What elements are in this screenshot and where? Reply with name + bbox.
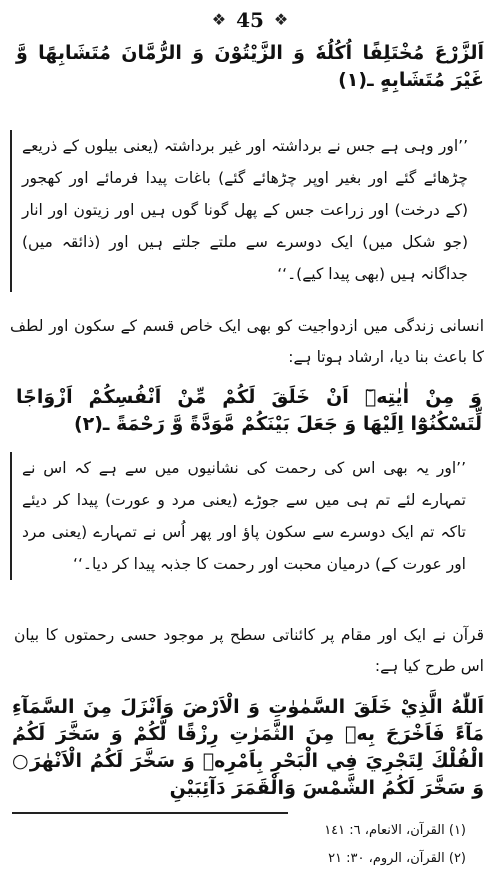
paragraph-2: قرآن نے ایک اور مقام پر کائناتی سطح پر موجود حسی رحمتوں کا بیان اس طرح کیا ہے:: [14, 626, 484, 676]
translation-1: ’’اور وہی ہے جس نے برداشتہ اور غیر برداشتہ (یعنی بیلوں کے ذریعے چڑھائے گئے اور بغیر اوپر چڑھائے گئے) باغات پیدا فرمائے اور کھجور (کے درخت) اور زراعت جس کے پھل گونا گوں ہیں اور زیتون اور انار (جو شکل میں) ایک دوسرے سے ملتے جلتے ہیں اور (ذائقہ میں) جداگانہ ہیں (بھی پیدا کیے)۔‘‘: [22, 137, 468, 283]
quran-verse-1: اَلزَّرْعَ مُخْتَلِفًا اُكُلُهٗ وَ الزَّيْتُوْنَ وَ الرُّمَّانَ مُتَشَابِهًا وَّ غَيْرَ مُتَشَابِهٍ ـ(١): [16, 42, 484, 91]
quran-verse-3: اَللّٰهُ الَّذِيْ خَلَقَ السَّمٰوٰتِ وَ الْاَرْضَ وَاَنْزَلَ مِنَ السَّمَآءِ مَآءً فَاَخْرَجَ بِهٖ مِنَ الثَّمَرٰتِ رِزْقًا لَّكُمْ وَ سَخَّرَ لَكُمُ الْفُلْكَ لِتَجْرِيَ فِي الْبَحْرِ بِاَمْرِهٖ وَ سَخَّرَ لَكُمُ الْاَنْهٰرَ○ وَ سَخَّرَ لَكُمُ الشَّمْسَ وَالْقَمَرَ دَآئِبَيْنِ: [12, 696, 484, 799]
footnote-2: (٢) القرآن، الروم، ٣٠: ٢١: [328, 851, 466, 866]
ornament-right-icon: ❖: [273, 10, 289, 29]
translation-2: ’’اور یہ بھی اس کی رحمت کی نشانیوں میں سے ہے کہ اس نے تمہارے لئے تم ہی میں سے جوڑے (یعنی مرد و عورت) پیدا کر دیئے تاکہ تم ایک دوسرے سے سکون پاؤ اور پھر اُس نے تمہارے (یعنی مرد اور عورت کے) درمیان محبت اور رحمت کا جذبہ پیدا کر دیا۔‘‘: [22, 459, 466, 573]
paragraph-1: انسانی زندگی میں ازدواجیت کو بھی ایک خاص قسم کے سکون اور لطف کا باعث بنا دیا، ارشاد ہوتا ہے:: [10, 317, 484, 367]
quote-bar-1: [10, 130, 12, 292]
page-header: [0, 4, 500, 36]
quran-verse-2: وَ مِنْ اٰيٰتِهٖٓ اَنْ خَلَقَ لَكُمْ مِّنْ اَنْفُسِكُمْ اَزْوَاجًا لِّتَسْكُنُوْٓا اِلَيْهَا وَ جَعَلَ بَيْنَكُمْ مَّوَدَّةً وَّ رَحْمَةً ـ(٢): [16, 386, 482, 435]
quote-bar-2: [10, 452, 12, 580]
footnote-1: (١) القرآن، الانعام، ٦: ١٤١: [324, 823, 466, 838]
ornament-left-icon: ❖: [211, 10, 227, 29]
footnote-divider: [12, 812, 288, 814]
page-number: 45: [236, 8, 264, 32]
